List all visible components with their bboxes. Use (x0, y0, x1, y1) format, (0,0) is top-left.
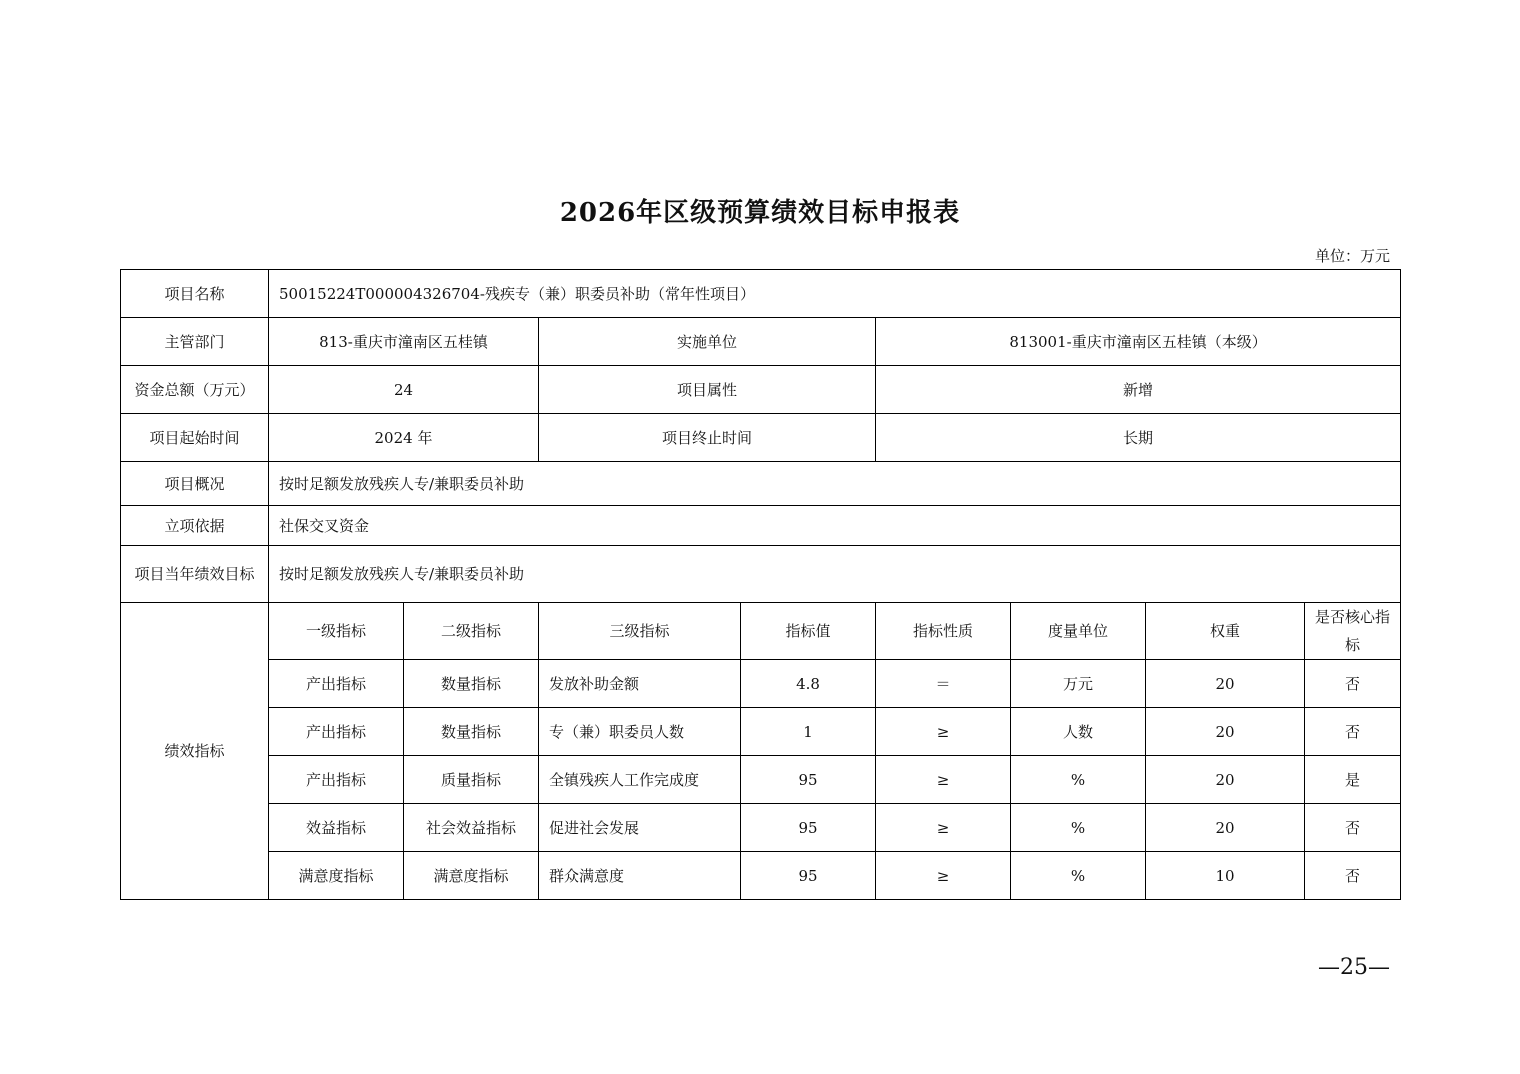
table-cell: % (1011, 852, 1146, 900)
header-cell: 一级指标 (269, 603, 404, 660)
table-cell: 否 (1305, 660, 1401, 708)
start-label: 项目起始时间 (121, 414, 269, 462)
attr-label: 项目属性 (539, 366, 876, 414)
table-cell: 产出指标 (269, 660, 404, 708)
table-cell: ≥ (876, 852, 1011, 900)
table-cell: 95 (741, 852, 876, 900)
table-cell: 人数 (1011, 708, 1146, 756)
header-cell: 指标性质 (876, 603, 1011, 660)
table-cell: ≥ (876, 708, 1011, 756)
impl-value: 813001-重庆市潼南区五桂镇（本级） (876, 318, 1401, 366)
table-cell: ＝ (876, 660, 1011, 708)
row-basis (121, 506, 1401, 546)
table-cell: 社会效益指标 (404, 804, 539, 852)
perf-header-row (121, 603, 1401, 660)
header-cell: 二级指标 (404, 603, 539, 660)
table-cell: 95 (741, 804, 876, 852)
header-cell: 指标值 (741, 603, 876, 660)
table-row (121, 852, 1401, 900)
dept-label: 主管部门 (121, 318, 269, 366)
table-cell: 20 (1146, 708, 1305, 756)
dept-value: 813-重庆市潼南区五桂镇 (269, 318, 539, 366)
row-department (121, 318, 1401, 366)
impl-label: 实施单位 (539, 318, 876, 366)
table-cell: 是 (1305, 756, 1401, 804)
table-cell: 否 (1305, 804, 1401, 852)
table-cell: % (1011, 756, 1146, 804)
table-cell: 效益指标 (269, 804, 404, 852)
basis-label: 立项依据 (121, 506, 269, 546)
table-cell: 4.8 (741, 660, 876, 708)
table-cell: 群众满意度 (539, 852, 741, 900)
basis-value: 社保交叉资金 (269, 506, 1401, 546)
page-title: 2026年区级预算绩效目标申报表 (559, 198, 961, 228)
table-row (121, 660, 1401, 708)
table-cell: 否 (1305, 852, 1401, 900)
header-cell: 是否核心指标 (1305, 603, 1401, 660)
end-label: 项目终止时间 (539, 414, 876, 462)
header-cell: 三级指标 (539, 603, 741, 660)
performance-form-table (120, 269, 1401, 900)
table-cell: 万元 (1011, 660, 1146, 708)
page-number: —25— (1318, 955, 1390, 980)
table-cell: 20 (1146, 804, 1305, 852)
end-value: 长期 (876, 414, 1401, 462)
table-cell: 专（兼）职委员人数 (539, 708, 741, 756)
table-cell: % (1011, 804, 1146, 852)
table-cell: 1 (741, 708, 876, 756)
table-cell: 满意度指标 (404, 852, 539, 900)
table-cell: 发放补助金额 (539, 660, 741, 708)
row-fund (121, 366, 1401, 414)
start-value: 2024 年 (269, 414, 539, 462)
header-cell: 权重 (1146, 603, 1305, 660)
row-time (121, 414, 1401, 462)
table-cell: 质量指标 (404, 756, 539, 804)
table-cell: ≥ (876, 804, 1011, 852)
fund-label: 资金总额（万元） (121, 366, 269, 414)
table-cell: 20 (1146, 660, 1305, 708)
table-cell: 20 (1146, 756, 1305, 804)
overview-label: 项目概况 (121, 462, 269, 506)
table-cell: 满意度指标 (269, 852, 404, 900)
table-cell: 数量指标 (404, 708, 539, 756)
table-cell: 数量指标 (404, 660, 539, 708)
table-cell: 全镇残疾人工作完成度 (539, 756, 741, 804)
table-row (121, 804, 1401, 852)
table-row (121, 708, 1401, 756)
project-name-label: 项目名称 (121, 270, 269, 318)
row-overview (121, 462, 1401, 506)
table-cell: 产出指标 (269, 708, 404, 756)
unit-label: 单位：万元 (1314, 247, 1390, 265)
table-cell: 促进社会发展 (539, 804, 741, 852)
goal-value: 按时足额发放残疾人专/兼职委员补助 (269, 546, 1401, 603)
table-cell: 产出指标 (269, 756, 404, 804)
row-project-name (121, 270, 1401, 318)
project-name-value: 50015224T000004326704-残疾专（兼）职委员补助（常年性项目） (269, 270, 1401, 318)
table-row (121, 756, 1401, 804)
fund-value: 24 (269, 366, 539, 414)
header-cell: 度量单位 (1011, 603, 1146, 660)
goal-label: 项目当年绩效目标 (121, 546, 269, 603)
overview-value: 按时足额发放残疾人专/兼职委员补助 (269, 462, 1401, 506)
table-cell: ≥ (876, 756, 1011, 804)
attr-value: 新增 (876, 366, 1401, 414)
table-cell: 否 (1305, 708, 1401, 756)
table-cell: 95 (741, 756, 876, 804)
table-cell: 10 (1146, 852, 1305, 900)
perf-label: 绩效指标 (121, 603, 269, 900)
row-goal (121, 546, 1401, 603)
